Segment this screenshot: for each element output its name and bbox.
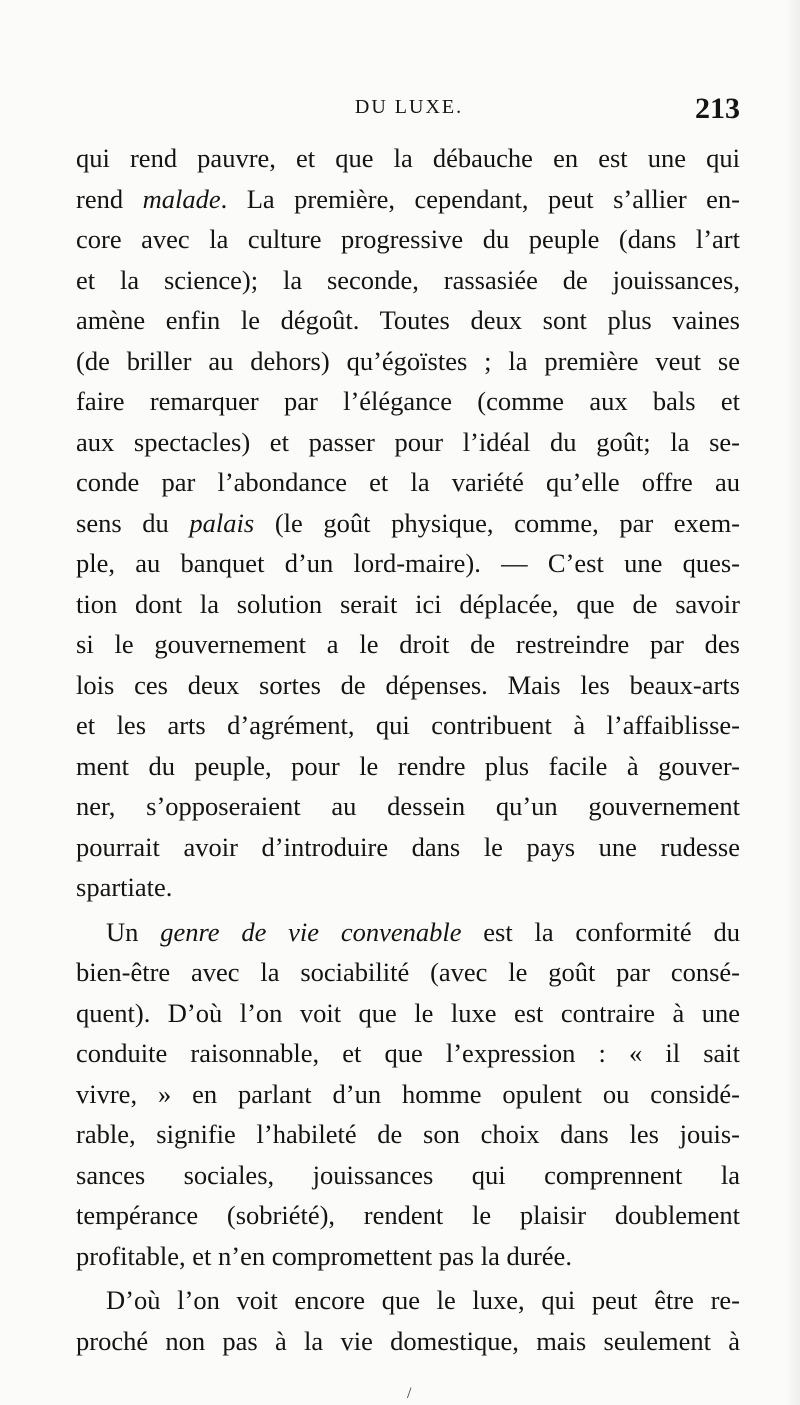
body-text bbox=[76, 138, 740, 1361]
text-line: pourrait avoir d’introduire dans le pays une rudesse bbox=[76, 831, 740, 862]
text-line: conduite raisonnable, et que l’expression : « il sait bbox=[76, 1038, 740, 1068]
text-line: vivre, » en parlant d’un homme opulent ou considé- bbox=[76, 1078, 740, 1109]
paragraph bbox=[76, 138, 740, 908]
page-number: 213 bbox=[695, 92, 740, 125]
text-line: ner, s’opposeraient au dessein qu’un gouvernement bbox=[76, 791, 740, 821]
text-line: D’où l’on voit encore que le luxe, qui peut être re- bbox=[106, 1285, 740, 1315]
text-line: et les arts d’agrément, qui contribuent à l’affaiblisse- bbox=[76, 710, 740, 740]
text-line: faire remarquer par l’élégance (comme aux bals et bbox=[76, 386, 740, 416]
running-head bbox=[78, 92, 740, 132]
text-line: ment du peuple, pour le rendre plus facile à gouver- bbox=[76, 750, 740, 781]
text-line: spartiate. bbox=[76, 872, 173, 902]
text-line: conde par l’abondance et la variété qu’elle offre au bbox=[76, 467, 740, 497]
stray-ink-mark: / bbox=[407, 1385, 412, 1402]
text-line: aux spectacles) et passer pour l’idéal du goût; la se- bbox=[76, 426, 740, 457]
italic-phrase: genre de vie convenable bbox=[160, 916, 462, 947]
italic-phrase: malade bbox=[142, 183, 221, 214]
paragraph bbox=[76, 1280, 740, 1361]
text-line: si le gouvernement a le droit de restreindre par des bbox=[76, 629, 740, 659]
text-line: qui rend pauvre, et que la débauche en est une qui bbox=[76, 143, 740, 173]
text-line: profitable, et n’en compromettent pas la durée. bbox=[76, 1240, 572, 1271]
text-line: lois ces deux sortes de dépenses. Mais les beaux-arts bbox=[76, 669, 740, 700]
text-line: bien-être avec la sociabilité (avec le goût par consé- bbox=[76, 957, 740, 987]
text-line: amène enfin le dégoût. Toutes deux sont plus vaines bbox=[76, 305, 740, 335]
paragraph bbox=[76, 912, 740, 1277]
text-line: tempérance (sobriété), rendent le plaisir doublement bbox=[76, 1200, 740, 1230]
text-line: sances sociales, jouissances qui comprennent la bbox=[76, 1159, 740, 1190]
italic-phrase: palais bbox=[189, 507, 255, 538]
text-line: rable, signifie l’habileté de son choix dans les jouis- bbox=[76, 1119, 740, 1149]
text-line: core avec la culture progressive du peuple (dans l’art bbox=[76, 224, 740, 254]
page-edge-shadow bbox=[786, 0, 800, 1405]
text-line: tion dont la solution serait ici déplacée, que de savoir bbox=[76, 588, 740, 619]
text-line: quent). D’où l’on voit que le luxe est contraire à une bbox=[76, 997, 740, 1028]
text-line: proché non pas à la vie domestique, mais seulement à bbox=[76, 1325, 740, 1356]
text-line: rend malade. La première, cependant, peut s’allier en- bbox=[76, 183, 740, 214]
text-line: (de briller au dehors) qu’égoïstes ; la première veut se bbox=[76, 345, 740, 376]
text-line: et la science); la seconde, rassasiée de jouissances, bbox=[76, 264, 740, 295]
text-line: sens du palais (le goût physique, comme, par exem- bbox=[76, 507, 741, 538]
text-line: Un genre de vie convenable est la conformité du bbox=[106, 916, 740, 947]
text-line: ple, au banquet d’un lord-maire). — C’est une ques- bbox=[76, 548, 740, 578]
running-title: DU LUXE. bbox=[354, 96, 464, 118]
